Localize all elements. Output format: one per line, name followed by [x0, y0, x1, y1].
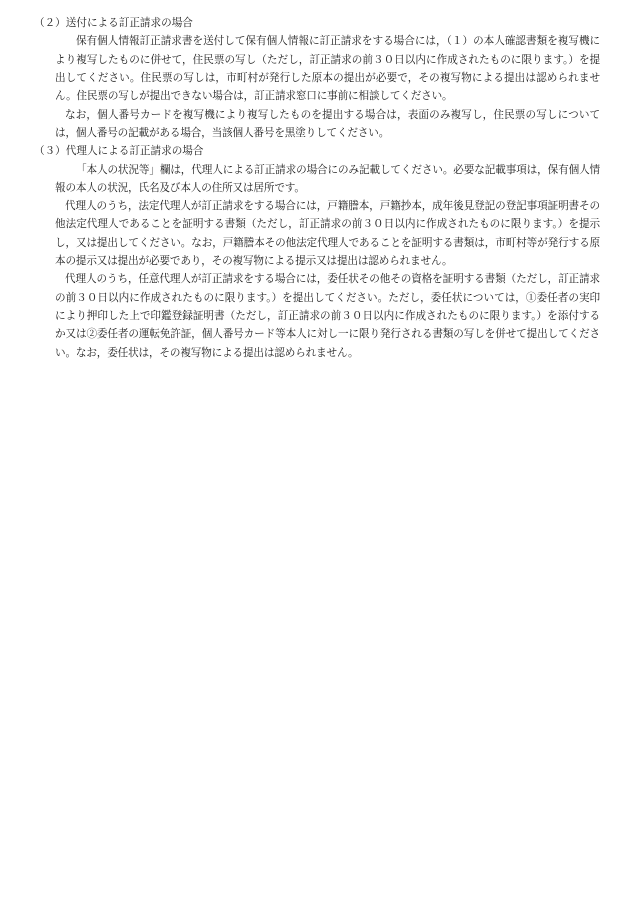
section-mail-request — [34, 14, 600, 142]
section-heading: （２）送付による訂正請求の場合 — [34, 17, 193, 29]
document-page — [34, 14, 600, 362]
paragraph: 「本人の状況等」欄は，代理人による訂正請求の場合にのみ記載してください。必要な記載事項は，保有個人情報の本人の状況，氏名及び本人の住所又は居所です。 — [55, 163, 600, 194]
section-agent-request — [34, 142, 600, 362]
paragraph: なお，個人番号カードを複写機により複写したものを提出する場合は，表面のみ複写し，住民票の写しについては，個人番号の記載がある場合，当該個人番号を黒塗りしてください。 — [55, 108, 600, 139]
paragraph: 保有個人情報訂正請求書を送付して保有個人情報に訂正請求をする場合には，（１）の本人確認書類を複写機により複写したものに併せて，住民票の写し（ただし，訂正請求の前３０日以内に作成されたものに限ります。）を提出してください。住民票の写しは，市町村が発行した原本の提出が必要で，その複写物による提出は認められません。住民票の写しが提出できない場合は，訂正請求窓口に事前に相談してください。 — [55, 35, 600, 103]
section-heading: （３）代理人による訂正請求の場合 — [34, 145, 204, 158]
paragraph: 代理人のうち，法定代理人が訂正請求をする場合には，戸籍謄本，戸籍抄本，成年後見登記の登記事項証明書その他法定代理人であることを証明する書類（ただし，訂正請求の前３０日以内に作成されたものに限ります。）を提示し，又は提出してください。なお，戸籍謄本その他法定代理人であることを証明する書類は，市町村等が発行する原本の提示又は提出が必要であり，その複写物による提示又は提出は認められません。 — [55, 200, 600, 268]
paragraph: 代理人のうち，任意代理人が訂正請求をする場合には，委任状その他その資格を証明する書類（ただし，訂正請求の前３０日以内に作成されたものに限ります。）を提出してください。ただし，委任状については，①委任者の実印により押印した上で印鑑登録証明書（ただし，訂正請求の前３０日以内に作成されたものに限ります。）を添付するか又は②委任者の運転免許証，個人番号カード等本人に対し一に限り発行される書類の写しを併せて提出してください。なお，委任状は，その複写物による提出は認められません。 — [55, 273, 600, 359]
